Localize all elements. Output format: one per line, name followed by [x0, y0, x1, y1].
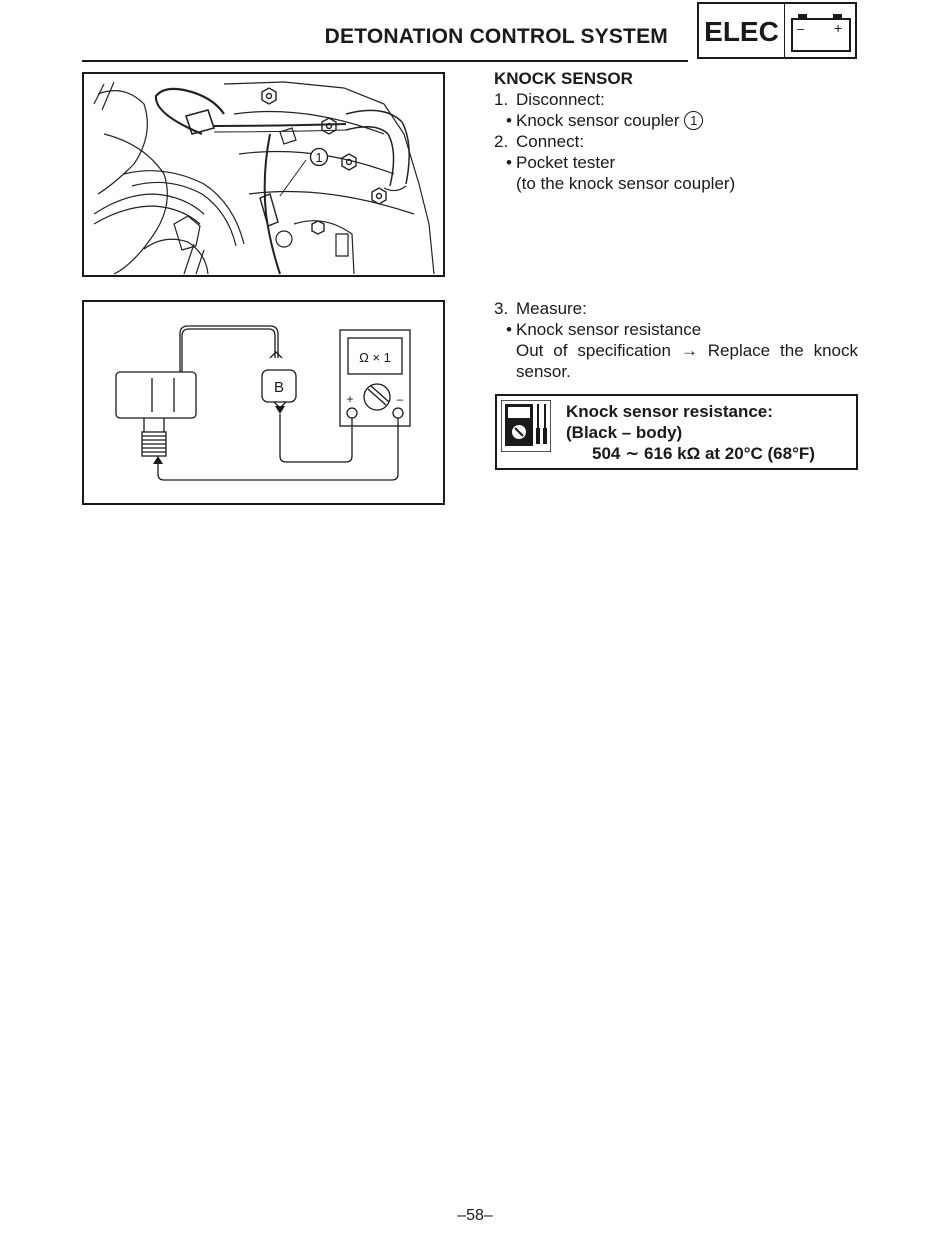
step-1-bullet-text: Knock sensor coupler [516, 111, 680, 130]
section-badge [697, 2, 857, 59]
spec-box [495, 394, 858, 470]
battery-minus-label: – [797, 21, 805, 36]
coupler-b-label: B [273, 379, 285, 396]
procedure-part1 [494, 68, 858, 194]
procedure-part2 [494, 298, 858, 382]
page-number: –58– [457, 1207, 493, 1224]
battery-icon [789, 10, 853, 54]
page-title: DETONATION CONTROL SYSTEM [324, 25, 668, 48]
battery-plus-label: + [834, 20, 843, 36]
spec-text [566, 401, 815, 464]
tester-range-label: Ω × 1 [359, 350, 391, 365]
spec-title: Knock sensor resistance: [566, 402, 773, 421]
minus-terminal-label: – [396, 392, 404, 406]
step-2 [494, 131, 858, 152]
pocket-tester-icon [501, 400, 551, 452]
step-3-bullet: • Knock sensor resistance [494, 319, 858, 340]
section-badge-label: ELEC [699, 4, 785, 57]
step-3-text: Measure: [516, 299, 587, 318]
step-1-number: 1. [494, 90, 509, 109]
header-rule [82, 60, 688, 62]
figure1-callout: 1 [315, 150, 323, 165]
step-3-note: Out of specification → Replace the knock sensor. [516, 341, 858, 381]
step-1 [494, 89, 858, 110]
step-2-text: Connect: [516, 132, 585, 151]
callout-ref: 1 [684, 111, 703, 130]
knock-sensor-location-figure [82, 72, 445, 277]
step-3-number: 3. [494, 299, 509, 318]
step-1-text: Disconnect: [516, 90, 605, 109]
tester-diagram-icon [84, 302, 443, 503]
step-2-number: 2. [494, 132, 509, 151]
step-3 [494, 298, 858, 319]
resistance-test-diagram [82, 300, 445, 505]
engine-illustration-icon [84, 74, 443, 275]
step-2-bullet: • Pocket tester [494, 152, 858, 173]
plus-terminal-label: + [346, 392, 354, 406]
section-heading: KNOCK SENSOR [494, 69, 633, 88]
spec-subtitle: (Black – body) [566, 423, 683, 442]
spec-value: 504 ∼ 616 kΩ at 20°C (68°F) [592, 444, 815, 463]
step-1-bullet [494, 110, 858, 131]
step-2-note: (to the knock sensor coupler) [516, 174, 736, 193]
